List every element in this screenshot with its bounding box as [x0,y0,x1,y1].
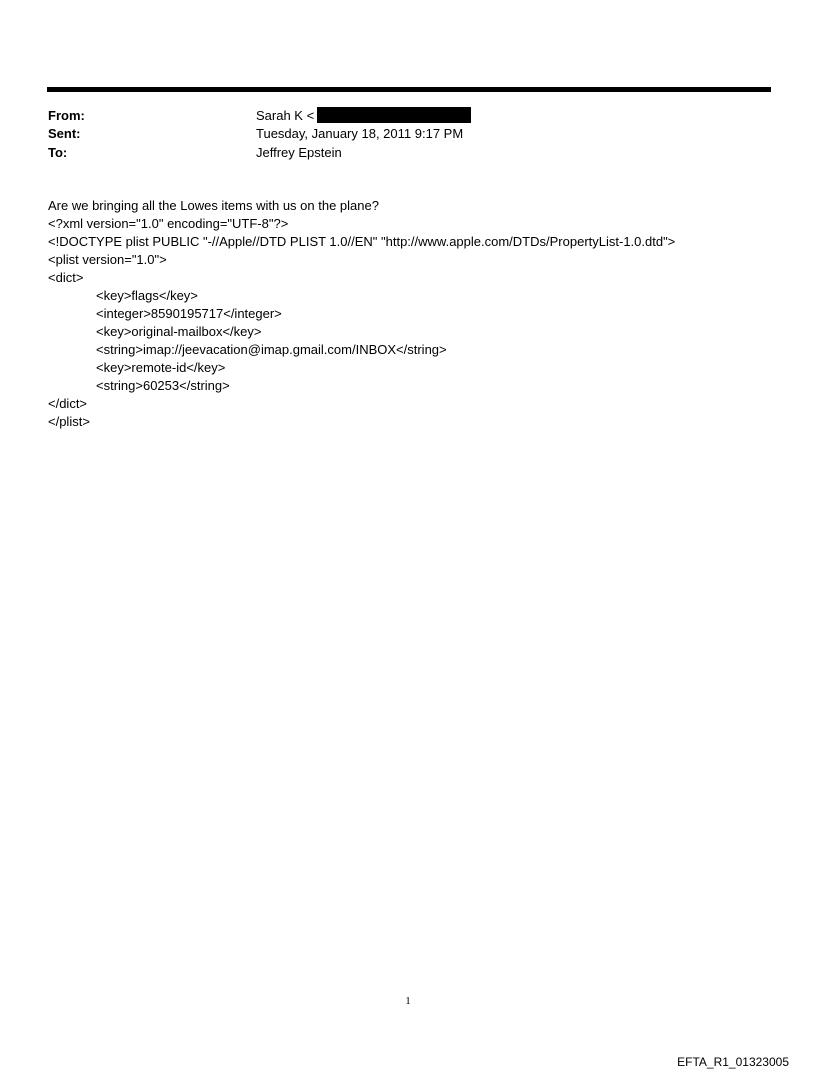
from-label: From: [48,108,85,123]
message-text: Are we bringing all the Lowes items with us on the plane? [48,198,379,213]
to-label: To: [48,145,68,160]
sent-row [48,124,748,143]
string-remote-id: <string>60253</string> [96,378,230,393]
page-number: 1 [405,995,411,1007]
email-body [48,197,788,431]
string-mailbox: <string>imap://jeevacation@imap.gmail.com/INBOX</string> [96,342,447,357]
plist-close: </plist> [48,414,90,429]
sent-value: Tuesday, January 18, 2011 9:17 PM [256,126,464,141]
sent-label: Sent: [48,126,81,141]
xml-declaration: <?xml version="1.0" encoding="UTF-8"?> [48,216,289,231]
to-row [48,143,748,162]
key-flags: <key>flags</key> [96,288,198,303]
dict-close: </dict> [48,396,88,411]
plist-open: <plist version="1.0"> [48,252,167,267]
to-value: Jeffrey Epstein [256,145,342,160]
dict-open: <dict> [48,270,84,285]
doctype-line: <!DOCTYPE plist PUBLIC "-//Apple//DTD PLIST 1.0//EN" "http://www.apple.com/DTDs/PropertyList-1.0.dtd"> [48,234,676,249]
from-sender: Sarah K < [256,108,315,123]
integer-flags: <integer>8590195717</integer> [96,306,282,321]
key-original-mailbox: <key>original-mailbox</key> [96,324,262,339]
key-remote-id: <key>remote-id</key> [96,360,226,375]
header-divider [47,87,771,92]
redaction-block [317,107,471,123]
from-row [48,106,748,125]
from-value [256,106,471,125]
document-id: EFTA_R1_01323005 [677,1055,789,1069]
